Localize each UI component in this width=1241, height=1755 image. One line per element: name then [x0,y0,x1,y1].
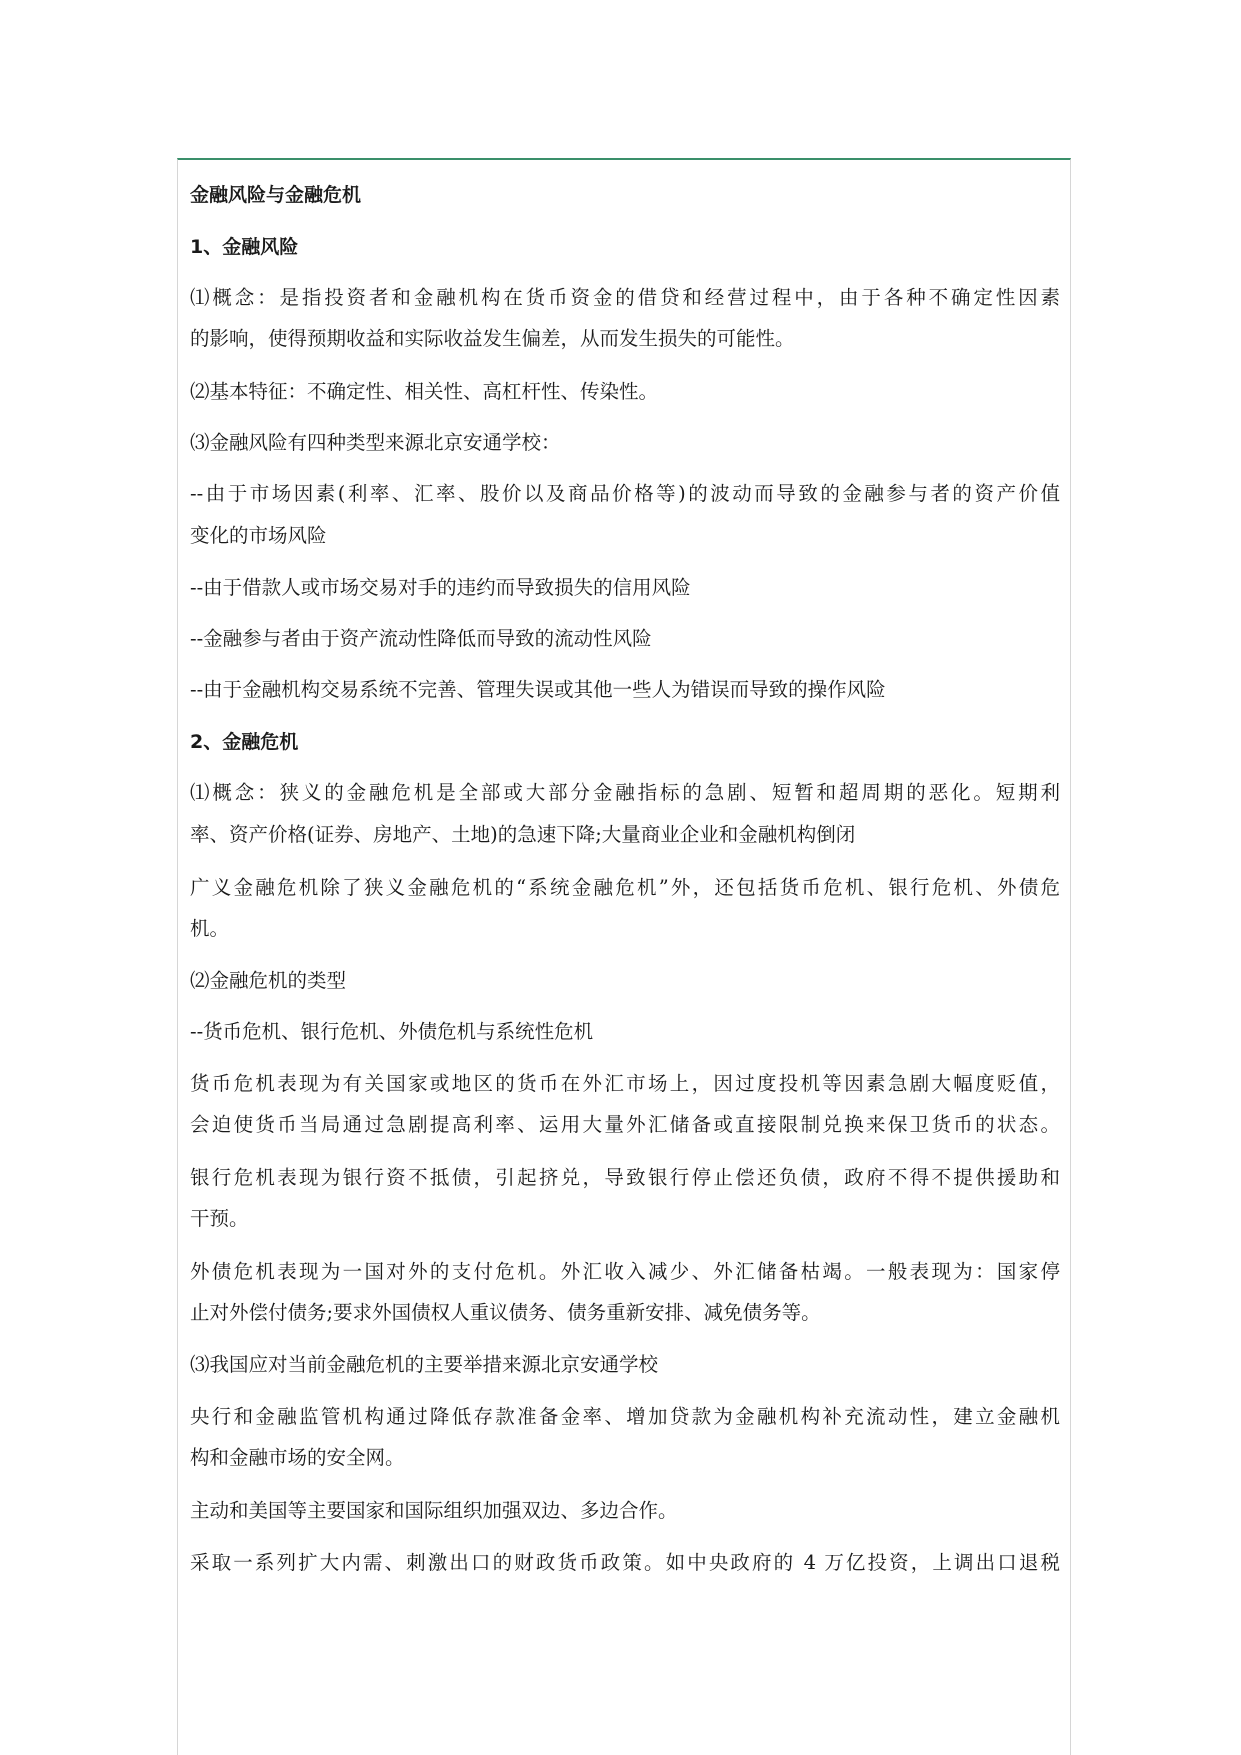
paragraph-line: 率、资产价格(证券、房地产、土地)的急速下降;大量商业企业和金融机构倒闭 [190,823,856,846]
paragraph-line: 外债危机表现为一国对外的支付危机。外汇收入减少、外汇储备枯竭。一般表现为：国家停 [190,1260,1060,1283]
section-heading-financial-risk: 1、金融风险 [190,236,299,258]
paragraph-line: 货币危机表现为有关国家或地区的货币在外汇市场上，因过度投机等因素急剧大幅度贬值， [190,1072,1060,1095]
paragraph-line: --由于借款人或市场交易对手的违约而导致损失的信用风险 [190,576,691,599]
paragraph-line: 主动和美国等主要国家和国际组织加强双边、多边合作。 [190,1499,678,1522]
paragraph-line: --货币危机、银行危机、外债危机与系统性危机 [190,1020,594,1043]
paragraph-line: 止对外偿付债务;要求外国债权人重议债务、债务重新安排、减免债务等。 [190,1301,821,1324]
paragraph-line: ⑴概念：是指投资者和金融机构在货币资金的借贷和经营过程中，由于各种不确定性因素 [190,286,1060,309]
paragraph-line: ⑴概念：狭义的金融危机是全部或大部分金融指标的急剧、短暂和超周期的恶化。短期利 [190,781,1060,804]
document-frame [177,158,1071,1755]
section-heading-financial-crisis: 2、金融危机 [190,731,299,753]
paragraph-line: ⑶我国应对当前金融危机的主要举措来源北京安通学校 [190,1353,659,1376]
paragraph-line: 广义金融危机除了狭义金融危机的“系统金融危机”外，还包括货币危机、银行危机、外债危 [190,876,1060,899]
paragraph-line: --由于金融机构交易系统不完善、管理失误或其他一些人为错误而导致的操作风险 [190,678,886,701]
paragraph-line: --由于市场因素(利率、汇率、股价以及商品价格等)的波动而导致的金融参与者的资产价值 [190,482,1060,505]
paragraph-line: ⑵基本特征：不确定性、相关性、高杠杆性、传染性。 [190,380,659,403]
paragraph-line: 会迫使货币当局通过急剧提高利率、运用大量外汇储备或直接限制兑换来保卫货币的状态。 [190,1113,1060,1136]
paragraph-line: ⑵金融危机的类型 [190,969,347,992]
paragraph-line: 干预。 [190,1207,249,1230]
document-title: 金融风险与金融危机 [190,184,362,206]
paragraph-line: ⑶金融风险有四种类型来源北京安通学校： [190,431,561,454]
paragraph-line: --金融参与者由于资产流动性降低而导致的流动性风险 [190,627,652,650]
paragraph-line: 变化的市场风险 [190,524,327,547]
paragraph-line: 银行危机表现为银行资不抵债，引起挤兑，导致银行停止偿还负债，政府不得不提供援助和 [190,1166,1060,1189]
paragraph-line: 采取一系列扩大内需、刺激出口的财政货币政策。如中央政府的 4 万亿投资，上调出口退税 [190,1551,1060,1574]
paragraph-line: 机。 [190,917,230,940]
paragraph-line: 构和金融市场的安全网。 [190,1446,405,1469]
paragraph-line: 央行和金融监管机构通过降低存款准备金率、增加贷款为金融机构补充流动性，建立金融机 [190,1405,1060,1428]
paragraph-line: 的影响，使得预期收益和实际收益发生偏差，从而发生损失的可能性。 [190,327,795,350]
